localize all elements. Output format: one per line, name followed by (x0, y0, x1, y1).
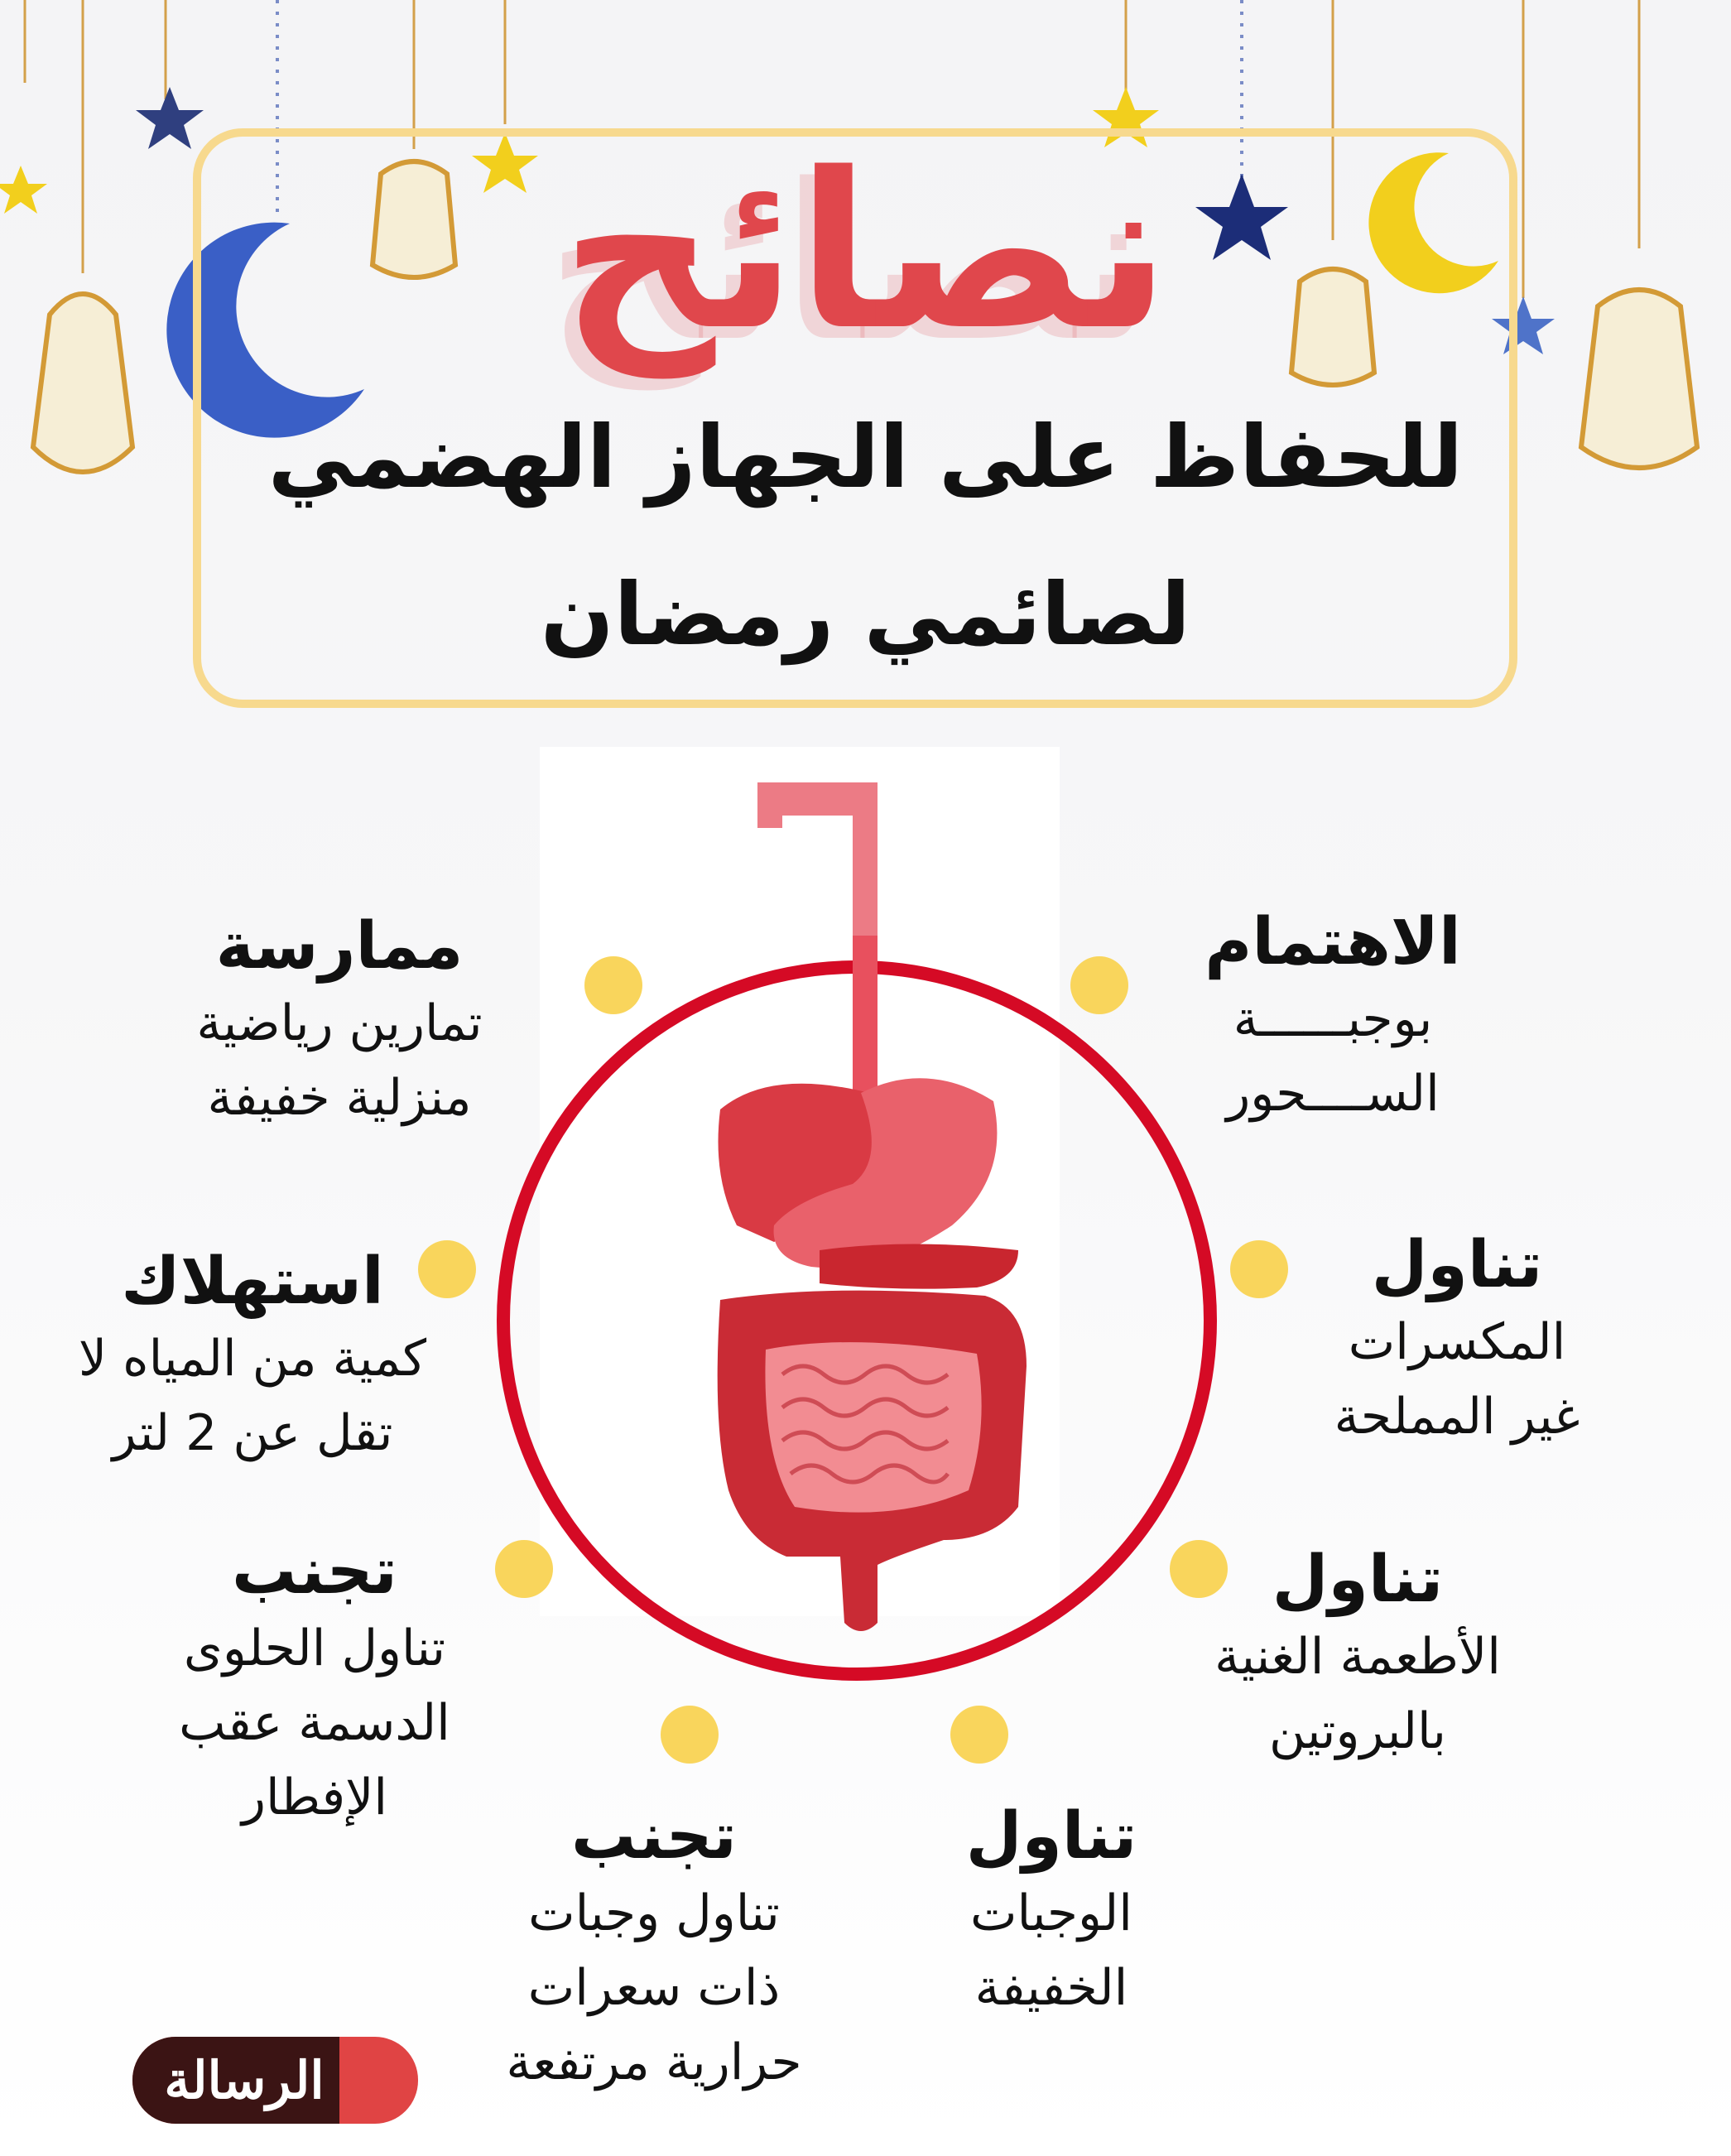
bullet-dot (1070, 956, 1128, 1014)
tip-heading: تجنب (232, 1534, 397, 1609)
tip-heading: تناول (1272, 1542, 1444, 1617)
tip-line: تمارين رياضية (196, 994, 483, 1052)
tip-heading: ممارسة (215, 909, 464, 984)
tip-sweets (132, 1532, 497, 1835)
bullet-dot (1230, 1240, 1288, 1298)
page-subtitle-line-1: للحفاظ على الجهاز الهضمي (267, 407, 1464, 508)
tip-line: تناول وجبات (528, 1884, 780, 1942)
brand-logo (132, 2037, 418, 2124)
tip-suhoor (1142, 902, 1523, 1131)
page-subtitle-line-2: لصائمي رمضان (540, 564, 1191, 665)
tip-heading: استهلاك (121, 1244, 384, 1319)
tip-line: بالبروتين (1269, 1702, 1446, 1760)
tip-water (25, 1242, 480, 1470)
tip-line: الإفطار (241, 1769, 388, 1826)
logo-text: الرسالة (164, 2050, 325, 2110)
tip-protein (1159, 1540, 1556, 1769)
tip-heading: تناول (965, 1799, 1137, 1874)
tip-heading: تناول (1371, 1228, 1543, 1302)
tip-line: الســــحور (1226, 1065, 1440, 1123)
tip-high-calorie (472, 1797, 836, 2100)
tip-line: كمية من المياه لا (78, 1330, 427, 1388)
tip-line: ذات سعرات (527, 1959, 781, 2017)
tip-line: غير المملحة (1334, 1388, 1580, 1446)
tip-line: الخفيفة (974, 1959, 1128, 2017)
tip-nuts (1291, 1225, 1623, 1454)
tip-light-meals (919, 1797, 1184, 2025)
tip-line: بوجبــــــة (1233, 990, 1433, 1048)
tip-exercise (149, 907, 530, 1135)
page-title: نصائح (560, 128, 1171, 378)
tip-line: الوجبات (970, 1884, 1132, 1942)
tip-line: منزلية خفيفة (207, 1069, 472, 1127)
bullet-dot (661, 1706, 719, 1764)
tip-line: حرارية مرتفعة (506, 2033, 802, 2091)
bullet-dot (584, 956, 642, 1014)
bullet-dot (495, 1540, 553, 1598)
bullet-dot (950, 1706, 1008, 1764)
tip-heading: الاهتمام (1204, 905, 1461, 979)
tip-line: المكسرات (1348, 1313, 1566, 1371)
tip-line: الدسمة عقب (179, 1694, 450, 1752)
tip-line: الأطعمة الغنية (1214, 1628, 1501, 1686)
tip-line: تقل عن 2 لتر (112, 1404, 393, 1462)
tip-heading: تجنب (571, 1799, 737, 1874)
tip-line: تناول الحلوى (183, 1619, 446, 1677)
